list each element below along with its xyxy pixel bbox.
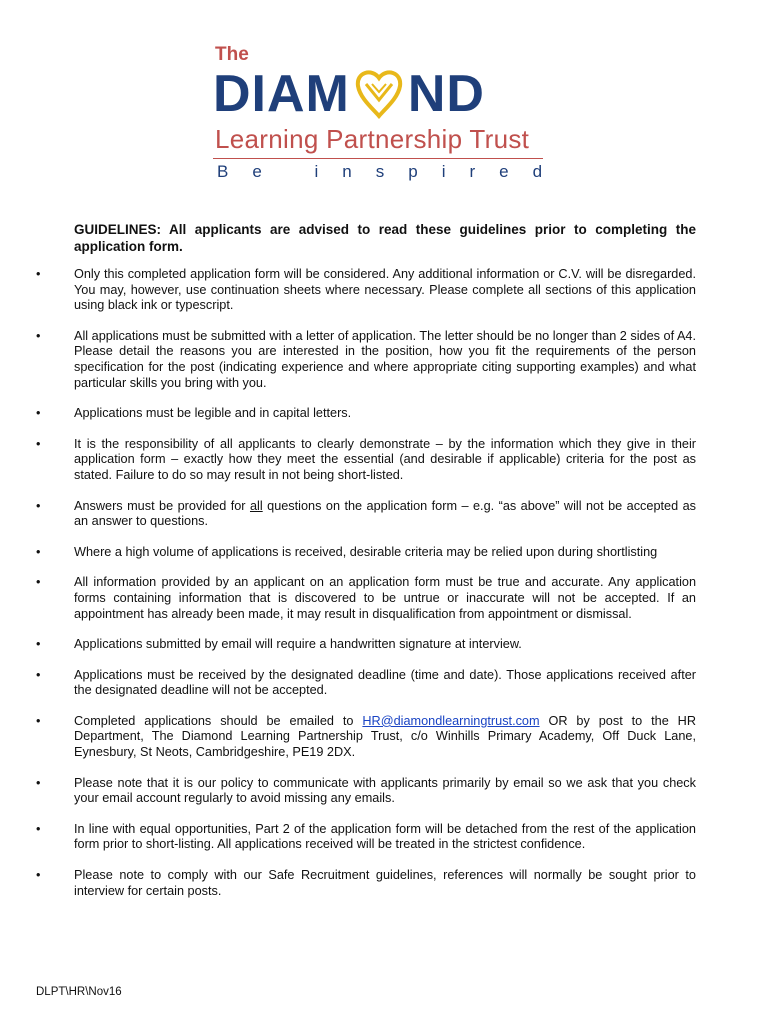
bullet: • xyxy=(36,775,41,790)
bullet: • xyxy=(36,868,41,883)
guidelines-list xyxy=(36,267,696,899)
email-after: OR by post to the HR Department, The Diamond Learning Partnership Trust, c/o Winhills Primary Academy, Off Duck Lane, Eynesbury, St Neots, Cambridgeshire, PE19 2DX. xyxy=(74,713,697,760)
list-item xyxy=(36,868,696,899)
bullet: • xyxy=(36,498,41,513)
diamond-heart-icon xyxy=(352,70,406,120)
logo-name xyxy=(213,66,485,122)
bullet: • xyxy=(36,406,41,421)
list-item xyxy=(36,545,696,561)
list-item-text: Please note that it is our policy to communicate with applicants primarily by email so we ask that you check your email account regularly to avoid missing any emails. xyxy=(74,775,696,806)
guidelines-section xyxy=(36,221,696,914)
answers-after: questions on the application form – e.g. “as above” will not be accepted as an answer to questions. xyxy=(74,498,696,529)
list-item xyxy=(36,776,696,807)
list-item xyxy=(36,575,696,622)
list-item-text: In line with equal opportunities, Part 2 of the application form will be detached from the rest of the application form prior to short-listing. All applications received will be treated in the strictest confidence. xyxy=(74,821,696,852)
answers-before: Answers must be provided for xyxy=(74,498,250,513)
logo-tagline: Be inspired xyxy=(217,162,567,181)
guidelines-heading: GUIDELINES: All applicants are advised to read these guidelines prior to completing the application form. xyxy=(74,222,696,254)
logo-name-right: ND xyxy=(407,65,485,123)
bullet: • xyxy=(36,713,41,728)
list-item-text: Where a high volume of applications is received, desirable criteria may be relied upon during shortlisting xyxy=(74,544,658,559)
list-item xyxy=(36,637,696,653)
list-item xyxy=(36,406,696,422)
list-item-text: It is the responsibility of all applicants to clearly demonstrate – by the information which they give in their application form – exactly how they meet the essential (and desirable if applicable) criteria for the post as stated. Failure to do so may result in not being short-listed. xyxy=(74,436,696,482)
logo-divider xyxy=(213,158,543,159)
list-item xyxy=(36,437,696,484)
bullet: • xyxy=(36,267,41,281)
logo-the: The xyxy=(215,44,249,65)
list-item-email xyxy=(36,714,696,761)
answers-underlined: all xyxy=(249,498,263,513)
list-item-text: Applications must be legible and in capital letters. xyxy=(74,406,352,421)
bullet: • xyxy=(36,544,41,559)
bullet: • xyxy=(36,328,41,343)
list-item xyxy=(36,267,696,314)
list-item-text: All information provided by an applicant on an application form must be true and accurate. Any application forms containing information that is discovered to be untrue or inaccurate will not be accepted. If an appointment has already been made, it may result in disqualification from appointment or dismissal. xyxy=(74,575,696,621)
list-item xyxy=(36,668,696,699)
list-item-text: Only this completed application form will be considered. Any additional information or C.V. will be disregarded. You may, however, use continuation sheets where necessary. Please complete all sections of this application using black ink or typescript. xyxy=(74,267,696,313)
logo-name-left: DIAM xyxy=(213,65,350,123)
bullet: • xyxy=(36,575,41,590)
logo-subtitle: Learning Partnership Trust xyxy=(215,124,530,154)
list-item-text: Applications submitted by email will require a handwritten signature at interview. xyxy=(74,637,522,652)
list-item-answers xyxy=(36,499,696,530)
list-item-text: Applications must be received by the designated deadline (time and date). Those applications received after the designated deadline will not be accepted. xyxy=(74,667,696,698)
list-item-text: Please note to comply with our Safe Recruitment guidelines, references will normally be sought prior to interview for certain posts. xyxy=(74,868,696,898)
bullet: • xyxy=(36,637,41,652)
email-before: Completed applications should be emailed to xyxy=(74,713,363,728)
bullet: • xyxy=(36,821,41,836)
list-item xyxy=(36,329,696,391)
list-item xyxy=(36,822,696,853)
bullet: • xyxy=(36,436,41,451)
bullet: • xyxy=(36,667,41,682)
trust-logo xyxy=(205,40,565,190)
list-item-text: All applications must be submitted with a letter of application. The letter should be no longer than 2 sides of A4. Please detail the reasons you are interested in the position, how you fit the requirements of the person specification for the post (indicating experience and where appropriate citing supporting examples) and what particular skills you bring with you. xyxy=(74,328,696,390)
hr-email-link[interactable]: HR@diamondlearningtrust.com xyxy=(362,713,540,728)
document-reference: DLPT\HR\Nov16 xyxy=(36,986,122,998)
